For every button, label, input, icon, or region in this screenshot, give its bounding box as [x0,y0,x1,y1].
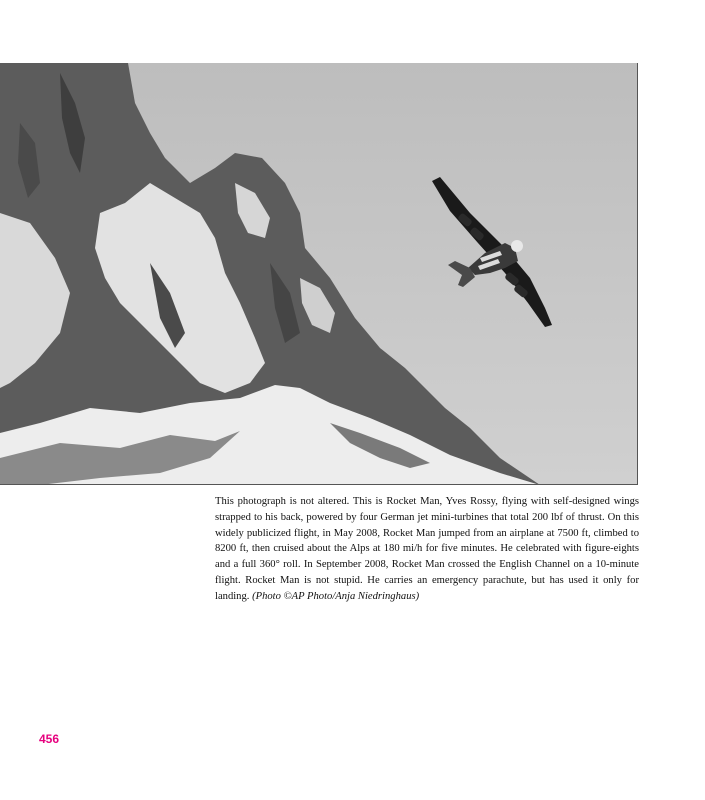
page-number: 456 [39,732,60,746]
photo-illustration [0,63,638,485]
photo-caption [215,494,639,605]
pilot-helmet [511,240,523,252]
rocket-man-photograph [0,63,638,485]
photo-credit: (Photo ©AP Photo/Anja Niedringhaus) [252,590,420,602]
caption-text: This photograph is not altered. This is Rocket Man, Yves Rossy, flying with self-designed wings strapped to his back, powered by four German jet mini-turbines that total 200 lbf of thrust. On this widely publicized flight, in May 2008, Rocket Man jumped from an airplane at 7500 ft, climbed to 8200 ft, then cruised about the Alps at 180 mi/h for five minutes. He celebrated with figure-eights and a full 360° roll. In September 2008, Rocket Man crossed the English Channel on a 10-minute flight. Rocket Man is not stupid. He carries an emergency parachute, but has used it only for landing. [215,496,639,602]
